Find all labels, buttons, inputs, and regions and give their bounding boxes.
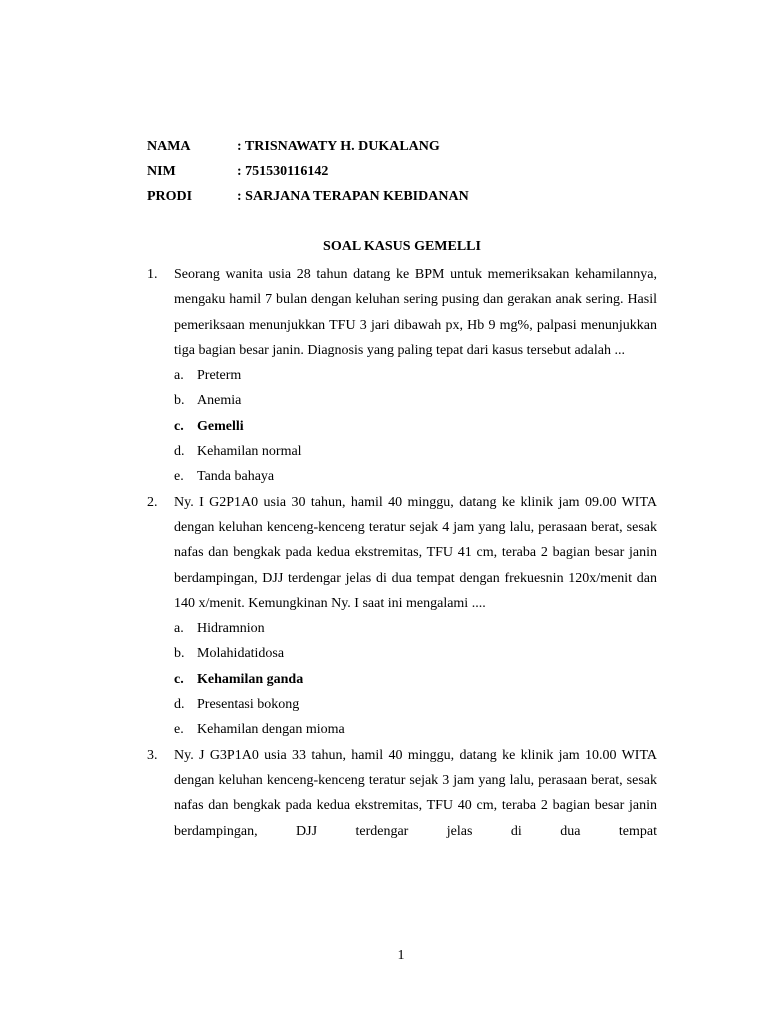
question-text: Ny. I G2P1A0 usia 30 tahun, hamil 40 minggu, datang ke klinik jam 09.00 WITA dengan keluhan kenceng-kenceng teratur sejak 4 jam yang lalu, perasaan berat, sesak nafas dan bengkak pada kedua ekstremitas, TFU 41 cm, teraba 2 bagian besar janin berdampingan, DJJ terdengar jelas di dua tempat dengan frekuesnin 120x/menit dan 140 x/menit. Kemungkinan Ny. I saat ini mengalami ....: [174, 494, 657, 611]
question-list: [147, 262, 657, 844]
option-item: [174, 388, 657, 413]
option-text: Kehamilan normal: [197, 444, 302, 460]
option-text: Presentasi bokong: [197, 697, 300, 713]
option-letter: a.: [174, 621, 184, 637]
option-letter: c.: [174, 418, 184, 434]
option-text: Kehamilan dengan mioma: [197, 722, 345, 738]
option-text: Gemelli: [197, 418, 244, 434]
question-item: [147, 743, 657, 844]
header-row-prodi: [147, 187, 567, 212]
header-label: NIM: [147, 164, 176, 179]
option-item-correct: [174, 667, 657, 692]
header-label: PRODI: [147, 189, 193, 204]
question-item: [147, 490, 657, 743]
option-letter: a.: [174, 368, 184, 384]
header-value-prodi: SARJANA TERAPAN KEBIDANAN: [245, 189, 469, 204]
header-separator: :: [237, 189, 242, 204]
header-separator: :: [237, 139, 242, 154]
option-item: [174, 641, 657, 666]
question-number: 1.: [147, 267, 158, 282]
header-row-nim: [147, 162, 567, 187]
option-text: Tanda bahaya: [197, 469, 275, 485]
header-separator: :: [237, 164, 242, 179]
option-item: [174, 439, 657, 464]
header-value-name: TRISNAWATY H. DUKALANG: [244, 139, 440, 154]
option-item: [174, 616, 657, 641]
option-text: Preterm: [197, 368, 242, 384]
option-letter: e.: [174, 469, 184, 485]
question-text: Ny. J G3P1A0 usia 33 tahun, hamil 40 minggu, datang ke klinik jam 10.00 WITA dengan keluhan kenceng-kenceng teratur sejak 3 jam yang lalu, perasaan berat, sesak nafas dan bengkak pada kedua ekstremitas, TFU 40 cm, teraba 2 bagian besar janin berdampingan, DJJ terdengar jelas di dua tempat: [174, 747, 657, 839]
option-letter: c.: [174, 671, 184, 687]
option-letter: b.: [174, 393, 185, 409]
option-letter: d.: [174, 697, 185, 713]
option-letter: d.: [174, 444, 185, 460]
option-item: [174, 363, 657, 388]
option-item: [174, 717, 657, 742]
question-text: Seorang wanita usia 28 tahun datang ke BPM untuk memeriksakan kehamilannya, mengaku hamil 7 bulan dengan keluhan sering pusing dan gerakan anak sering. Hasil pemeriksaan menunjukkan TFU 3 jari dibawah px, Hb 9 mg%, palpasi menunjukkan tiga bagian besar janin. Diagnosis yang paling tepat dari kasus tersebut adalah ...: [174, 267, 657, 358]
option-text: Anemia: [197, 393, 242, 409]
option-text: Molahidatidosa: [197, 646, 285, 662]
option-letter: b.: [174, 646, 185, 662]
option-letter: e.: [174, 722, 184, 738]
option-item: [174, 464, 657, 489]
option-item-correct: [174, 414, 657, 439]
option-text: Hidramnion: [197, 621, 265, 637]
document-title: SOAL KASUS GEMELLI: [323, 239, 481, 254]
page-number: 1: [397, 948, 405, 963]
header-value-nim: 751530116142: [245, 164, 329, 179]
option-item: [174, 692, 657, 717]
option-text: Kehamilan ganda: [197, 671, 304, 687]
question-number: 3.: [147, 747, 158, 763]
header-row-nama: [147, 137, 567, 162]
question-item: [147, 262, 657, 490]
student-info-header: [147, 137, 567, 212]
header-label: NAMA: [147, 139, 191, 154]
question-number: 2.: [147, 494, 158, 510]
